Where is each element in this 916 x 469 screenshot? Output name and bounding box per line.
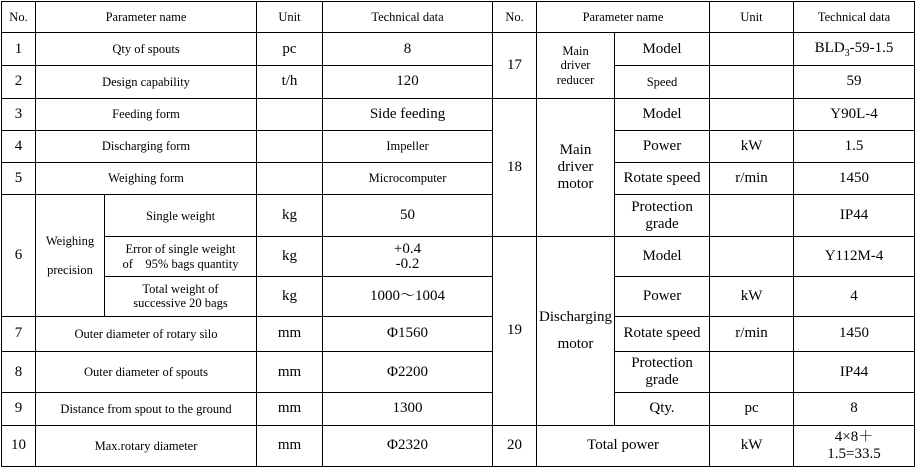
param-unit: [710, 66, 794, 98]
param-name: Error of single weight of 95% bags quantity: [105, 237, 257, 276]
row-no: 18: [493, 98, 537, 237]
param-value: 1450: [794, 316, 915, 351]
table-row: [2, 316, 915, 351]
header-row: [2, 2, 915, 33]
param-value: Side feeding: [323, 98, 493, 130]
group-line: Weighing: [45, 234, 95, 249]
table-row: [2, 130, 915, 162]
param-name: Rotate speed: [615, 163, 710, 195]
param-unit: [257, 98, 323, 130]
group-line: Main: [562, 43, 589, 58]
param-name: Model: [615, 98, 710, 130]
table-row: [2, 393, 915, 425]
param-value: 1450: [794, 163, 915, 195]
param-name: Rotate speed: [615, 316, 710, 351]
param-unit: r/min: [710, 316, 794, 351]
group-line: motor: [557, 336, 594, 353]
param-name: Weighing form: [36, 163, 257, 195]
param-value: Φ2320: [323, 425, 493, 466]
param-unit: kg: [257, 237, 323, 276]
param-value: +0.4 -0.2: [323, 237, 493, 276]
param-name: Outer diameter of rotary silo: [36, 316, 257, 351]
param-value: 1300: [323, 393, 493, 425]
param-value: 120: [323, 66, 493, 98]
param-name: Qty of spouts: [36, 33, 257, 66]
param-unit: kW: [710, 425, 794, 466]
table-row: [2, 66, 915, 98]
param-unit: pc: [257, 33, 323, 66]
param-name: Single weight: [105, 195, 257, 237]
header-unit-left: Unit: [257, 2, 323, 33]
param-name: Max.rotary diameter: [36, 425, 257, 466]
header-no-right: No.: [493, 2, 537, 33]
param-name: Speed: [615, 66, 710, 98]
row-no: 8: [2, 352, 36, 393]
group-line: driver: [560, 58, 591, 73]
group-line: Discharging: [538, 308, 613, 325]
table-row: [2, 425, 915, 466]
group-line: reducer: [556, 72, 595, 87]
param-unit: mm: [257, 393, 323, 425]
param-value: Microcomputer: [323, 163, 493, 195]
param-name: Model: [615, 237, 710, 276]
param-value: Impeller: [323, 130, 493, 162]
table-row: [2, 195, 915, 237]
table-row: [2, 237, 915, 276]
param-value: Y112M-4: [794, 237, 915, 276]
param-value: Φ2200: [323, 352, 493, 393]
row-no: 4: [2, 130, 36, 162]
row-no: 6: [2, 195, 36, 317]
row-no: 17: [493, 33, 537, 98]
group-label-discharging-motor: [537, 237, 615, 425]
param-unit: [257, 130, 323, 162]
param-unit: [710, 195, 794, 237]
param-value: 1000～1004: [323, 276, 493, 316]
param-value: $BLD_3-59-1.5$: [794, 33, 915, 66]
header-param-left: Parameter name: [36, 2, 257, 33]
param-name: Outer diameter of spouts: [36, 352, 257, 393]
param-value: Y90L-4: [794, 98, 915, 130]
param-name: Total weight of successive 20 bags: [105, 276, 257, 316]
param-name: Total power: [537, 425, 710, 466]
param-name: Power: [615, 130, 710, 162]
header-tech-right: Technical data: [794, 2, 915, 33]
param-unit: t/h: [257, 66, 323, 98]
row-no: 1: [2, 33, 36, 66]
row-no: 20: [493, 425, 537, 466]
param-unit: kg: [257, 276, 323, 316]
group-line: motor: [557, 176, 594, 193]
param-value: IP44: [794, 352, 915, 393]
param-unit: mm: [257, 352, 323, 393]
table-row: [2, 163, 915, 195]
row-no: 9: [2, 393, 36, 425]
param-value: 8: [794, 393, 915, 425]
param-value: 4×8＋ 1.5=33.5: [794, 425, 915, 466]
param-unit: kW: [710, 276, 794, 316]
row-no: 5: [2, 163, 36, 195]
group-line: Main: [559, 141, 592, 158]
param-name: Power: [615, 276, 710, 316]
param-unit: pc: [710, 393, 794, 425]
param-unit: [710, 237, 794, 276]
param-unit: [710, 33, 794, 66]
param-name: Qty.: [615, 393, 710, 425]
row-no: 3: [2, 98, 36, 130]
param-value: Φ1560: [323, 316, 493, 351]
param-name: Model: [615, 33, 710, 66]
param-value: 8: [323, 33, 493, 66]
group-label-main-driver-reducer: [537, 33, 615, 98]
param-unit: r/min: [710, 163, 794, 195]
table-row: [2, 33, 915, 66]
param-unit: mm: [257, 425, 323, 466]
param-name: Discharging form: [36, 130, 257, 162]
table-row: [2, 276, 915, 316]
param-name: Protection grade: [615, 352, 710, 393]
param-unit: kg: [257, 195, 323, 237]
row-no: 10: [2, 425, 36, 466]
param-name: Distance from spout to the ground: [36, 393, 257, 425]
param-unit: [710, 352, 794, 393]
param-name: Design capability: [36, 66, 257, 98]
header-unit-right: Unit: [710, 2, 794, 33]
table-row: [2, 352, 915, 393]
param-unit: kW: [710, 130, 794, 162]
group-line: precision: [47, 262, 93, 277]
param-unit: [257, 163, 323, 195]
param-value: 50: [323, 195, 493, 237]
group-label-main-driver-motor: [537, 98, 615, 237]
param-value: 1.5: [794, 130, 915, 162]
header-no-left: No.: [2, 2, 36, 33]
param-unit: [710, 98, 794, 130]
table-row: [2, 98, 915, 130]
group-label-weighing-precision: [36, 195, 105, 317]
group-line: driver: [557, 158, 594, 175]
header-param-right: Parameter name: [537, 2, 710, 33]
technical-parameter-table: [1, 1, 915, 467]
param-value: 59: [794, 66, 915, 98]
param-value: IP44: [794, 195, 915, 237]
param-unit: mm: [257, 316, 323, 351]
row-no: 2: [2, 66, 36, 98]
param-name: Protection grade: [615, 195, 710, 237]
row-no: 7: [2, 316, 36, 351]
param-value: 4: [794, 276, 915, 316]
row-no: 19: [493, 237, 537, 425]
header-tech-left: Technical data: [323, 2, 493, 33]
param-name: Feeding form: [36, 98, 257, 130]
